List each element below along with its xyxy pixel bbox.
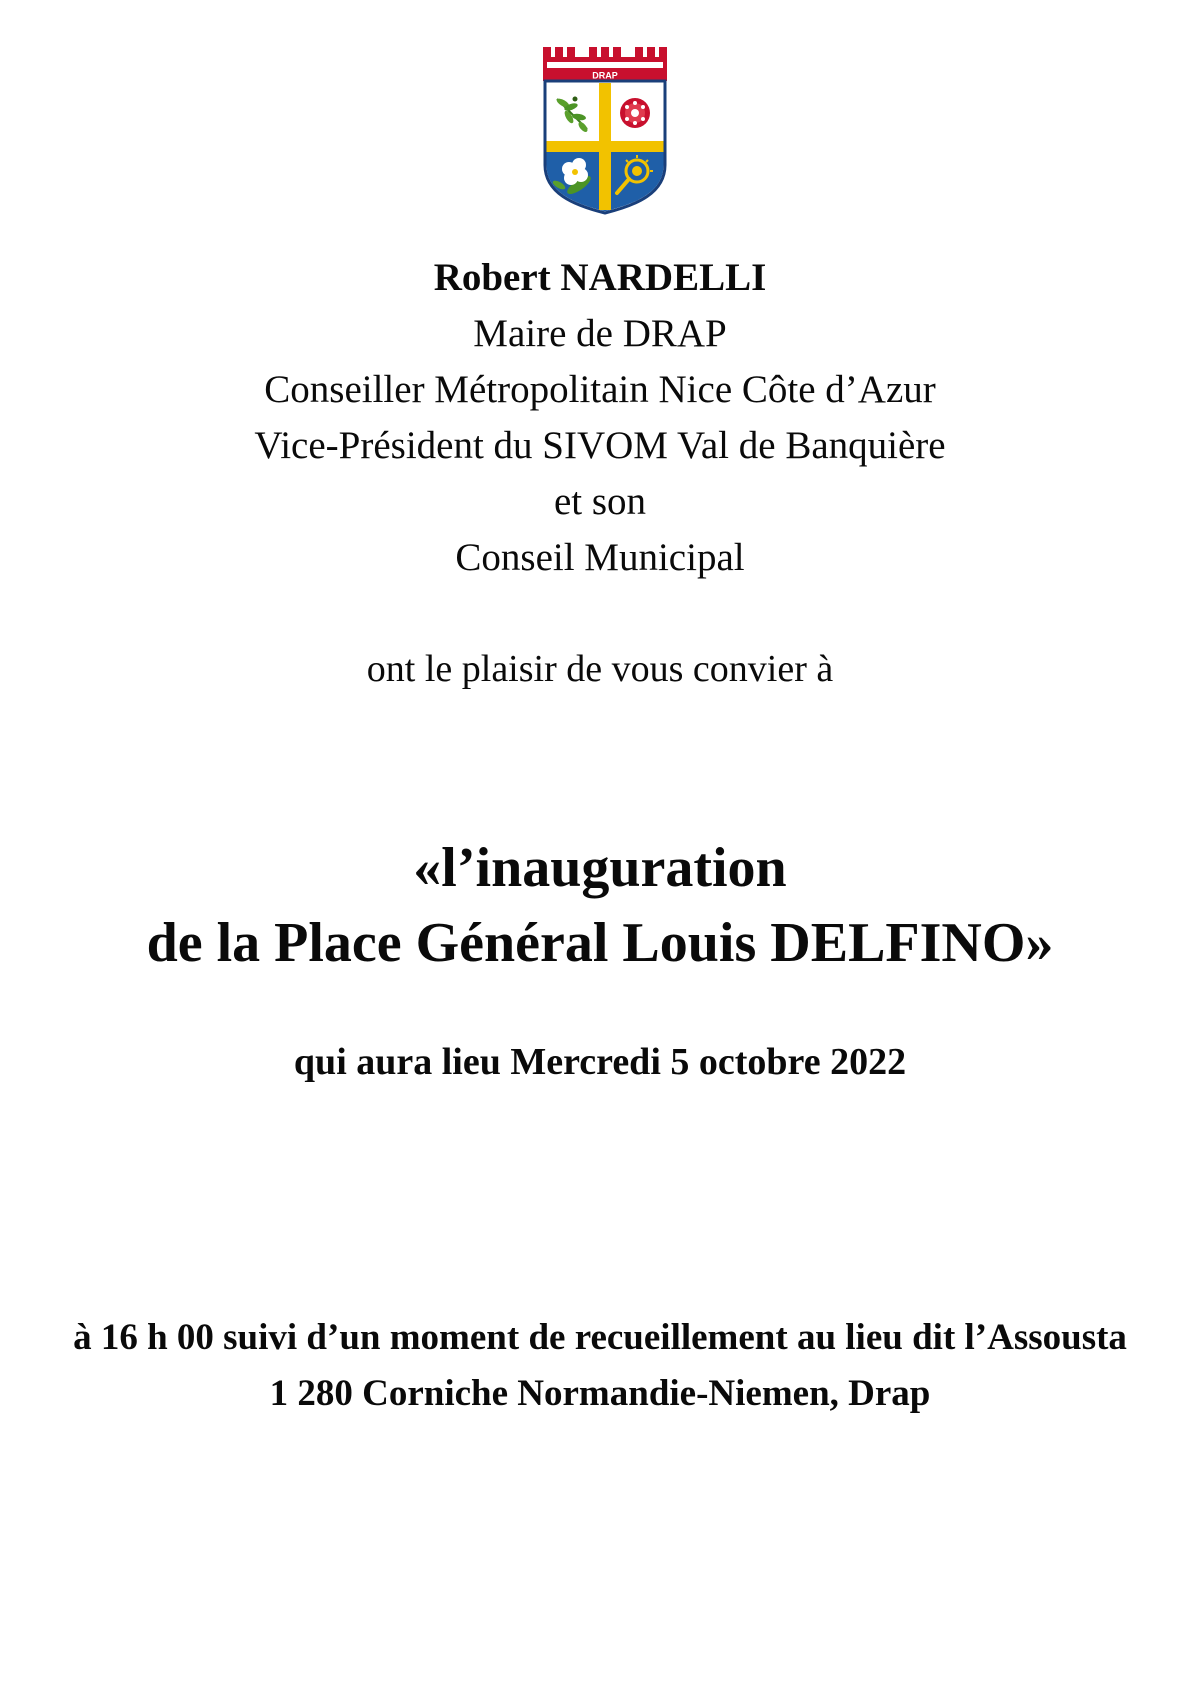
event-title-line-1: «l’inauguration (413, 837, 787, 899)
host-title-metropolitan-councillor: Conseiller Métropolitain Nice Côte d’Azur (264, 368, 936, 411)
host-title-sivom-vice-president: Vice-Président du SIVOM Val de Banquière (254, 424, 946, 467)
invitation-phrase: ont le plaisir de vous convier à (366, 648, 834, 690)
event-title-line-2: de la Place Général Louis DELFINO» (146, 912, 1054, 974)
crest-banner-text: DRAP (592, 70, 618, 81)
event-time-and-ceremony: à 16 h 00 suivi d’un moment de recueillement au lieu dit l’Assousta (73, 1317, 1127, 1358)
drap-coat-of-arms (541, 47, 669, 215)
event-address: 1 280 Corniche Normandie-Niemen, Drap (269, 1373, 931, 1414)
host-title-mayor: Maire de DRAP (473, 312, 727, 355)
host-title-municipal-council: Conseil Municipal (455, 536, 745, 579)
event-date: qui aura lieu Mercredi 5 octobre 2022 (293, 1041, 907, 1083)
host-title-conjunction: et son (553, 480, 647, 523)
golden-cross-horizontal (547, 141, 664, 152)
rose-icon (620, 98, 650, 128)
host-name: Robert NARDELLI (433, 256, 767, 299)
